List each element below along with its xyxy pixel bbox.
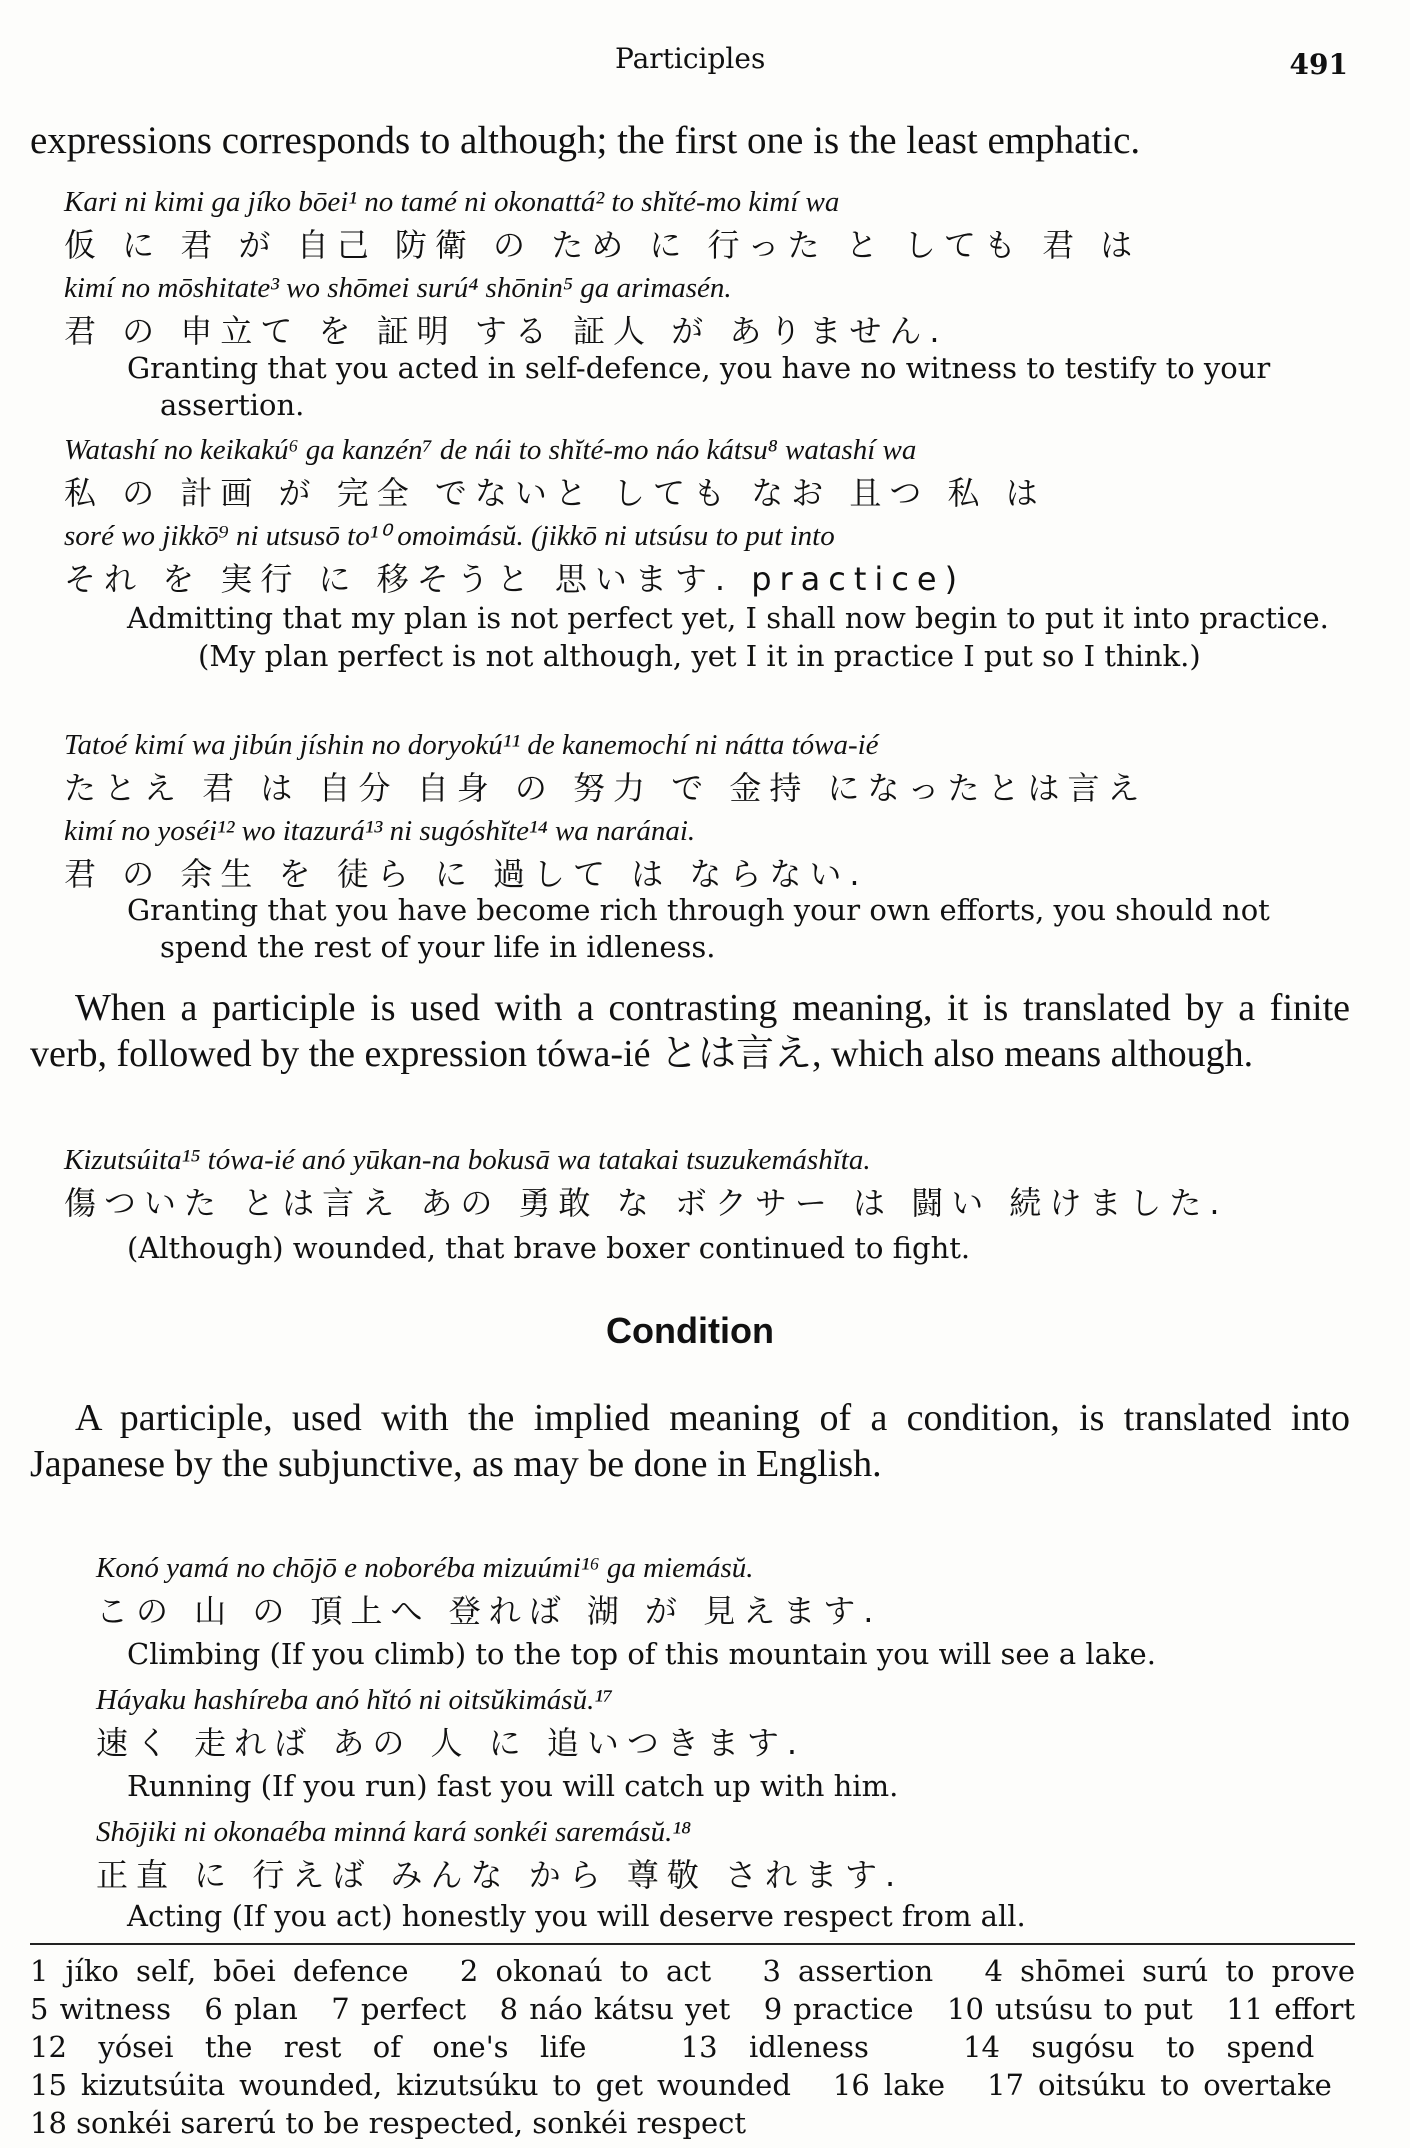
translation-block [0,1636,1350,1673]
translation: Acting (If you act) honestly you will deserve respect from all. [127,1899,1026,1933]
example-block [64,430,1354,602]
translation: Admitting that my plan is not perfect yet, I shall now begin to put it into practice. [127,601,1329,635]
contrast-paragraph: When a participle is used with a contrasting meaning, it is translated by a finite verb, followed by the expression tówa-ié とは言え, which also means although. [30,987,1350,1075]
romaji-line: Shōjiki ni okonaéba minná kará sonkéi saremásŭ.¹⁸ [96,1816,692,1848]
page-number: 491 [1289,48,1348,81]
romaji-line: Kizutsúita¹⁵ tówa-ié anó yūkan-na bokusā wa tatakai tsuzukemáshĭta. [64,1144,871,1176]
footnotes [30,1952,1355,2142]
example-block [64,182,1354,354]
romaji-line: Kari ni kimi ga jíko bōei¹ no tamé ni okonattá² to shĭté-mo kimí wa [64,186,840,218]
footnote: 11 effort [1226,1992,1356,2026]
page-header [0,42,1410,82]
translation: Granting that you acted in self-defence, you have no witness to testify to your assertion. [127,351,1271,422]
footnote: 12 yósei the rest of one's life [30,2030,587,2064]
translation-block [0,1898,1350,1935]
japanese-line: 速く 走れば あの 人 に 追いつきます. [96,1724,806,1762]
romaji-line: Tatoé kimí wa jibún jíshin no doryokú¹¹ de kanemochí ni nátta tówa-ié [64,729,879,761]
translation-block [0,892,1350,966]
japanese-line: たとえ 君 は 自分 自身 の 努力 で 金持 になったとは言え [64,769,1148,807]
romaji-line: soré wo jikkō⁹ ni utsusō to¹⁰ omoimásŭ. (jikkō ni utsúsu to put into [64,520,835,552]
footnote: 2 okonaú to act [459,1954,712,1988]
footnote: 16 lake [832,2068,946,2102]
japanese-line: 正直 に 行えば みんな から 尊敬 されます. [96,1856,904,1894]
translation: Climbing (If you climb) to the top of this mountain you will see a lake. [127,1637,1156,1671]
japanese-line: 私 の 計画 が 完全 でないと しても なお 且つ 私 は [64,474,1046,512]
running-head: Participles [615,42,766,75]
romaji-line: kimí no yoséi¹² wo itazurá¹³ ni sugóshĭte¹⁴ wa naránai. [64,815,696,847]
condition-paragraph-block [30,1395,1350,1487]
footnote: 10 utsúsu to put [947,1992,1193,2026]
translation: (Although) wounded, that brave boxer continued to fight. [127,1231,971,1265]
condition-paragraph: A participle, used with the implied meaning of a condition, is translated into Japanese by the subjunctive, as may be done in English. [30,1397,1350,1485]
japanese-line: 傷ついた とは言え あの 勇敢 な ボクサー は 闘い 続けました. [64,1184,1228,1222]
translation-block [0,1768,1350,1805]
japanese-line: 君 の 申立て を 証明 する 証人 が ありません. [64,312,948,350]
footnote: 15 kizutsúita wounded, kizutsúku to get wounded [30,2068,791,2102]
footnote: 7 perfect [331,1992,467,2026]
footnote: 5 witness [30,1992,171,2026]
translation: Granting that you have become rich through your own efforts, you should not spend the rest of your life in idleness. [127,893,1270,964]
romaji-line: Háyaku hashíreba anó hĭtó ni oitsŭkimásŭ.¹⁷ [96,1684,614,1716]
footnote: 9 practice [763,1992,914,2026]
intro-line: expressions corresponds to although; the first one is the least emphatic. [30,119,1141,162]
translation-block [0,350,1350,424]
intro-paragraph [30,118,1350,164]
japanese-line: それ を 実行 に 移そうと 思います. practice) [64,560,966,598]
example-block [96,1812,1356,1898]
example-block [96,1680,1356,1766]
footnote: 14 sugósu to spend [963,2030,1315,2064]
example-block [64,1140,1354,1226]
footnote: 3 assertion [762,1954,934,1988]
footnote: 4 shōmei surú to prove [984,1954,1355,1988]
footnote: 6 plan [204,1992,298,2026]
translation: Running (If you run) fast you will catch up with him. [127,1769,899,1803]
footnote: 8 náo kátsu yet [499,1992,731,2026]
section-heading: Condition [606,1310,774,1351]
footnote: 13 idleness [680,2030,869,2064]
romaji-line: Watashí no keikakú⁶ ga kanzén⁷ de nái to shĭté-mo náo kátsu⁸ watashí wa [64,434,917,466]
japanese-line: 君 の 余生 を 徒ら に 過して は ならない. [64,855,868,893]
footnote: 17 oitsúku to overtake [987,2068,1332,2102]
contrast-paragraph-block [30,985,1350,1077]
translation-block [0,1230,1350,1267]
japanese-line: 仮 に 君 が 自己 防衛 の ため に 行った と しても 君 は [64,226,1141,264]
footnote: 18 sonkéi sarerú to be respected, sonkéi respect [30,2106,747,2140]
example-block [64,725,1354,897]
literal-translation: (My plan perfect is not although, yet I it in practice I put so I think.) [198,639,1201,673]
example-block [96,1548,1356,1634]
section-heading-block [30,1310,1350,1352]
romaji-line: kimí no mōshitate³ wo shōmei surú⁴ shōnin⁵ ga arimasén. [64,272,732,304]
japanese-line: この 山 の 頂上へ 登れば 湖 が 見えます. [96,1592,882,1630]
romaji-line: Konó yamá no chōjō e noboréba mizuúmi¹⁶ ga miemásŭ. [96,1552,754,1584]
translation-block [0,600,1350,675]
footnote-rule [30,1943,1355,1945]
footnote: 1 jíko self, bōei defence [30,1954,409,1988]
